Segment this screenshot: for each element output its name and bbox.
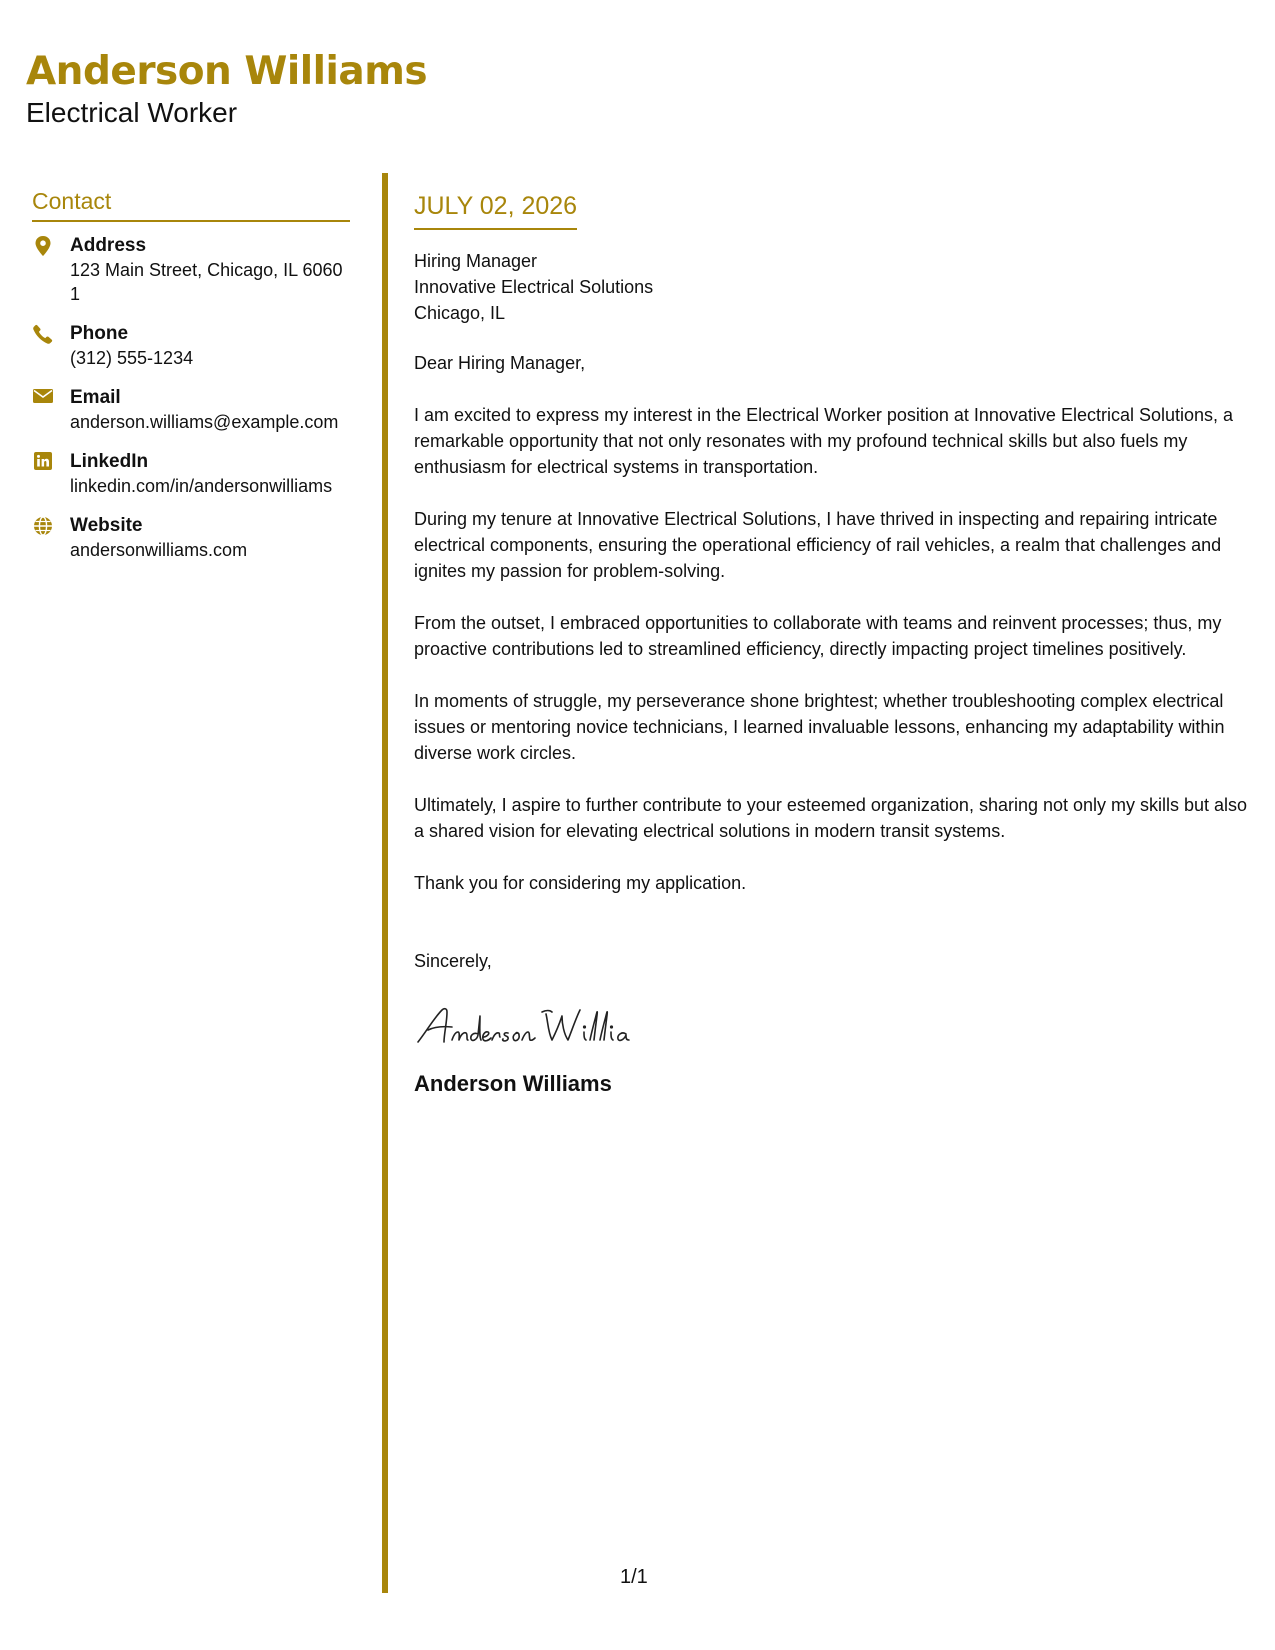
contact-list [32, 234, 350, 562]
phone-value[interactable]: (312) 555-1234 [70, 348, 194, 368]
body-paragraph: In moments of struggle, my perseverance shone brightest; whether troubleshooting complex electrical issues or mentoring novice technicians, I learned invaluable lessons, enhancing my adaptability within diverse work circles. [414, 691, 1225, 763]
vertical-divider [382, 173, 388, 1593]
body-paragraph: From the outset, I embraced opportunities to collaborate with teams and reinvent processes; thus, my proactive contributions led to streamlined efficiency, directly impacting project timelines positively. [414, 613, 1222, 659]
cover-letter-body [414, 190, 1254, 1098]
salutation: Dear Hiring Manager, [414, 353, 586, 373]
contact-item-email[interactable] [32, 386, 350, 434]
contact-label: Phone [70, 323, 129, 344]
body-paragraph: During my tenure at Innovative Electrical Solutions, I have thrived in inspecting and repairing intricate electrical components, ensuring the operational efficiency of rail vehicles, a realm that challenges and ignites my passion for problem-solving. [414, 509, 1222, 581]
envelope-icon [32, 386, 54, 412]
contact-sidebar [32, 186, 350, 578]
email-value[interactable]: anderson.williams@example.com [70, 412, 339, 432]
applicant-name: Anderson Williams [26, 49, 428, 94]
globe-icon [32, 514, 54, 540]
map-pin-icon [32, 234, 54, 260]
contact-label: Address [70, 235, 147, 256]
body-paragraph: I am excited to express my interest in the Electrical Worker position at Innovative Electrical Solutions, a remarkable opportunity that not only resonates with my profound technical skills but also fuels my enthusiasm for electrical systems in transportation. [414, 405, 1234, 477]
recipient-company: Innovative Electrical Solutions [414, 277, 654, 297]
address-value: 123 Main Street, Chicago, IL 60601 [70, 260, 343, 304]
linkedin-icon [32, 450, 54, 476]
signature-image [414, 1002, 674, 1052]
recipient-location: Chicago, IL [414, 303, 506, 323]
contact-item-website[interactable] [32, 514, 350, 562]
body-paragraph: Thank you for considering my application. [414, 873, 747, 893]
contact-item-phone[interactable] [32, 322, 350, 370]
phone-icon [32, 322, 54, 348]
contact-label: Email [70, 387, 121, 408]
contact-label: Website [70, 515, 143, 536]
signer-name: Anderson Williams [414, 1071, 612, 1096]
contact-label: LinkedIn [70, 451, 149, 472]
recipient-name: Hiring Manager [414, 251, 538, 271]
website-value[interactable]: andersonwilliams.com [70, 540, 248, 560]
applicant-job-title: Electrical Worker [26, 97, 238, 128]
handwritten-signature [414, 1002, 1254, 1052]
recipient-block [414, 248, 1254, 326]
linkedin-value[interactable]: linkedin.com/in/andersonwilliams [70, 476, 333, 496]
body-paragraph: Ultimately, I aspire to further contribute to your esteemed organization, sharing not only my skills but also a shared vision for elevating electrical solutions in modern transit systems. [414, 795, 1248, 841]
letter-date: JULY 02, 2026 [414, 190, 577, 230]
closing: Sincerely, [414, 951, 492, 971]
page-number: 1/1 [620, 1566, 648, 1588]
contact-item-linkedin[interactable] [32, 450, 350, 498]
contact-item-address [32, 234, 350, 306]
resume-header [26, 48, 427, 130]
contact-section-title: Contact [32, 186, 350, 222]
